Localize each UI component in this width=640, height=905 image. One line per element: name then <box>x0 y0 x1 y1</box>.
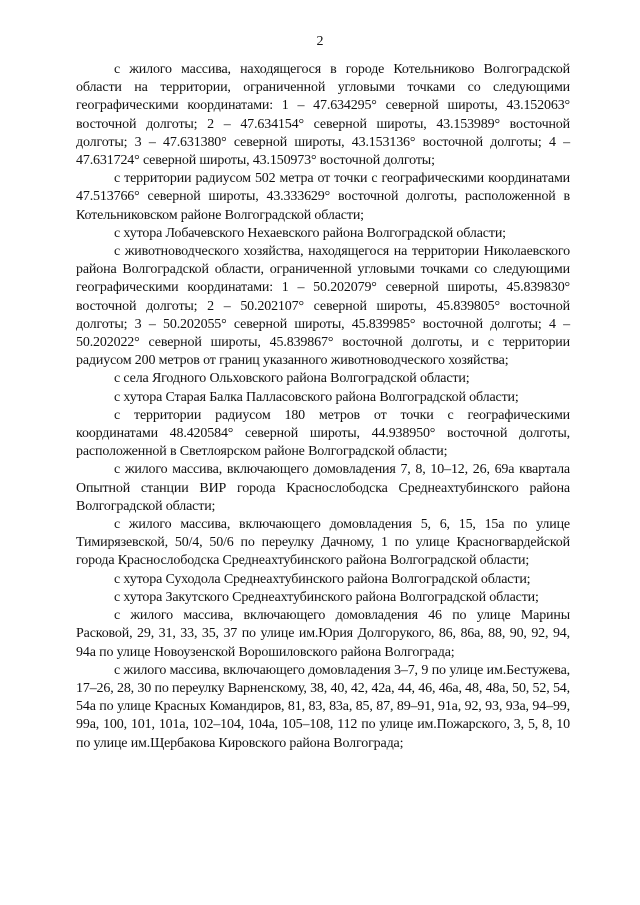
document-body <box>76 61 570 753</box>
paragraph-sukhodol: с хутора Суходола Среднеахтубинского района Волгоградской области; <box>114 571 531 587</box>
paragraph-lobachevsky: с хутора Лобачевского Нехаевского района Волгоградской области; <box>114 225 506 241</box>
paragraph-zakutsky: с хутора Закутского Среднеахтубинского района Волгоградской области; <box>114 589 539 605</box>
paragraph-kirovsky: с жилого массива, включающего домовладения 3–7, 9 по улице им.Бестужева, 17–26, 28, 30 по переулку Варненскому, 38, 40, 42, 42а, 44, 46, 46а, 48, 48а, 50, 52, 54, 54а по улице Красных Командиров, 81, 83, 83а, 85, 87, 89–91, 91а, 92, 93, 93а, 94–99, 99а, 100, 101, 101а, 102–104, 104а, 105–108, 112 по улице им.Пожарского, 3, 5, 8, 10 по улице им.Щербакова Кировского района Волгограда; <box>76 662 570 751</box>
paragraph-livestock-farm: с животноводческого хозяйства, находящегося на территории Николаевского района Волгоградской области, ограниченной угловыми точками со следующими географическими координатами: 1 – 50.202079° северной широты, 45.839830° восточной долготы; 2 – 50.202107° северной широты, 45.839805° восточной долготы; 3 – 50.202055° северной широты, 45.839985° восточной долготы; 4 – 50.202022° северной широты, 45.839867° восточной долготы, и с территории радиусом 200 метров от границ указанного животноводческого хозяйства; <box>76 244 570 369</box>
paragraph-radius-180: с территории радиусом 180 метров от точки с географическими координатами 48.420584° северной широты, 44.938950° восточной долготы, расположенной в Светлоярском районе Волгоградской области; <box>76 407 570 460</box>
paragraph-radius-502: с территории радиусом 502 метра от точки с географическими координатами 47.513766° северной широты, 43.333629° восточной долготы, расположенной в Котельниковском районе Волгоградской области; <box>76 171 570 223</box>
paragraph-staraya-balka: с хутора Старая Балка Палласовского района Волгоградской области; <box>114 389 519 405</box>
paragraph-timiryazevskaya: с жилого массива, включающего домовладения 5, 6, 15, 15а по улице Тимирязевской, 50/4, 50/6 по переулку Дачному, 1 по улице Красногвардейской города Краснослободска Среднеахтубинского района Волгоградской области; <box>76 517 570 569</box>
paragraph-voroshilovsky: с жилого массива, включающего домовладения 46 по улице Марины Расковой, 29, 31, 33, 35, 37 по улице им.Юрия Долгорукого, 86, 86а, 88, 90, 92, 94, 94а по улице Новоузенской Ворошиловского района Волгограда; <box>76 608 570 660</box>
paragraph-yagodnoe: с села Ягодного Ольховского района Волгоградской области; <box>114 371 470 387</box>
page-number: 2 <box>316 34 324 49</box>
paragraph-vir-station: с жилого массива, включающего домовладения 7, 8, 10–12, 26, 69а квартала Опытной станции ВИР города Краснослободска Среднеахтубинского района Волгоградской области; <box>76 462 570 514</box>
paragraph-kotelnikovo-residential: с жилого массива, находящегося в городе Котельниково Волгоградской области на территории, ограниченной угловыми точками со следующими географическими координатами: 1 – 47.634295° северной широты, 43.152063° восточной долготы; 2 – 47.634154° северной широты, 43.153989° восточной долготы; 3 – 47.631380° северной широты, 43.153136° восточной долготы; 4 – 47.631724° северной широты, 43.150973° восточной долготы; <box>76 62 570 169</box>
